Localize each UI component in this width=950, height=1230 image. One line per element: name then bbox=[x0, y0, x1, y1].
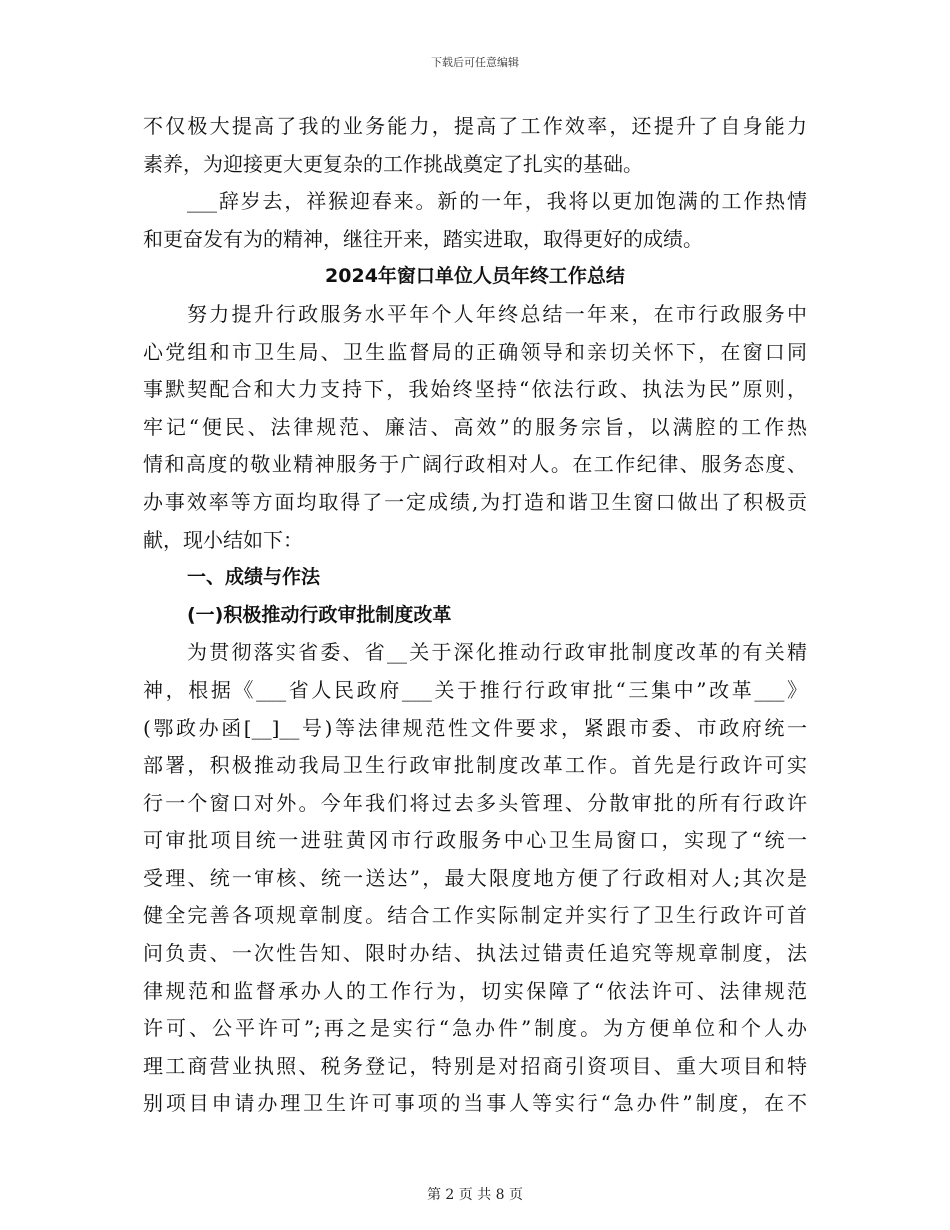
body-line: 行一个窗口对外。今年我们将过去多头管理、分散审批的所有行政许 bbox=[143, 790, 807, 815]
section-heading: 一、成绩与作法 bbox=[187, 566, 321, 589]
body-line: 律规范和监督承办人的工作行为，切实保障了“依法许可、法律规范 bbox=[143, 978, 807, 1003]
body-line: 可审批项目统一进驻黄冈市行政服务中心卫生局窗口，实现了“统一 bbox=[143, 828, 807, 853]
subsection-heading: (一)积极推动行政审批制度改革 bbox=[187, 603, 452, 626]
body-line: 努力提升行政服务水平年个人年终总结一年来，在市行政服务中 bbox=[187, 301, 807, 326]
document-title: 2024年窗口单位人员年终工作总结 bbox=[325, 265, 625, 288]
body-line: ___辞岁去，祥猴迎春来。新的一年，我将以更加饱满的工作热情 bbox=[187, 189, 807, 214]
body-line: 问负责、一次性告知、限时办结、执法过错责任追究等规章制度，法 bbox=[143, 941, 807, 966]
body-line: 神，根据《___省人民政府___关于推行行政审批“三集中”改革___》 bbox=[143, 677, 807, 702]
body-line: 素养，为迎接更大更复杂的工作挑战奠定了扎实的基础。 bbox=[143, 151, 643, 176]
body-line: 为贯彻落实省委、省__关于深化推动行政审批制度改革的有关精 bbox=[187, 640, 807, 665]
body-line: 献，现小结如下： bbox=[143, 527, 303, 552]
body-line: 受理、统一审核、统一送达”，最大限度地方便了行政相对人;其次是 bbox=[143, 865, 807, 890]
page-header: 下载后可任意编辑 bbox=[431, 56, 519, 69]
body-line: 健全完善各项规章制度。结合工作实际制定并实行了卫生行政许可首 bbox=[143, 903, 807, 928]
body-line: 牢记“便民、法律规范、廉洁、高效”的服务宗旨，以满腔的工作热 bbox=[143, 414, 807, 439]
body-line: 部署，积极推动我局卫生行政审批制度改革工作。首先是行政许可实 bbox=[143, 753, 807, 778]
page-footer: 第 2 页 共 8 页 bbox=[426, 1187, 524, 1203]
body-line: 许可、公平许可”;再之是实行“急办件”制度。为方便单位和个人办 bbox=[143, 1016, 807, 1041]
body-line: 不仅极大提高了我的业务能力，提高了工作效率，还提升了自身能力 bbox=[143, 114, 807, 138]
body-line: 情和高度的敬业精神服务于广阔行政相对人。在工作纪律、服务态度、 bbox=[143, 452, 807, 477]
body-line: 别项目申请办理卫生许可事项的当事人等实行“急办件”制度，在不 bbox=[143, 1091, 807, 1116]
document-body bbox=[143, 108, 807, 1123]
body-line: (鄂政办函[__]__号)等法律规范性文件要求，紧跟市委、市政府统一 bbox=[143, 715, 807, 740]
body-line: 理工商营业执照、税务登记，特别是对招商引资项目、重大项目和特 bbox=[143, 1053, 807, 1078]
body-line: 事默契配合和大力支持下，我始终坚持“依法行政、执法为民”原则， bbox=[143, 377, 807, 402]
body-line: 心党组和市卫生局、卫生监督局的正确领导和亲切关怀下，在窗口同 bbox=[143, 339, 807, 364]
body-line: 和更奋发有为的精神，继往开来，踏实进取，取得更好的成绩。 bbox=[143, 226, 703, 251]
body-line: 办事效率等方面均取得了一定成绩,为打造和谐卫生窗口做出了积极贡 bbox=[143, 489, 807, 514]
